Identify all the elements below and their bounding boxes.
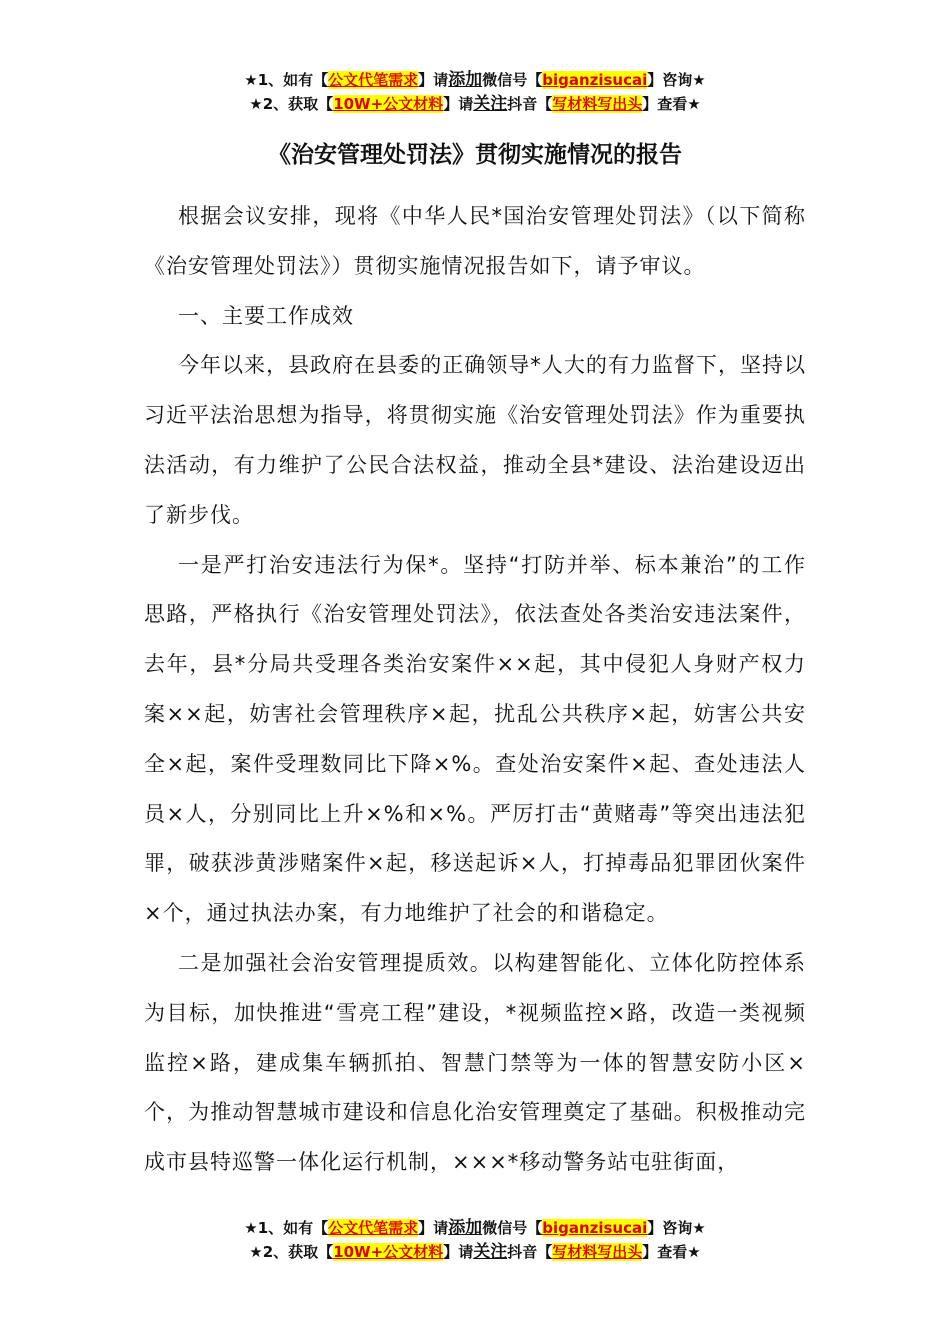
footer-banner [0,1216,950,1264]
highlight: biganzisucai [542,71,648,89]
highlight: 10W+公文材料 [333,95,444,113]
highlight: 公文代笔需求 [328,71,419,89]
highlight: biganzisucai [542,1218,648,1237]
section-heading: 一、主要工作成效 [178,303,354,328]
paragraph: 今年以来，县政府在县委的正确领导*人大的有力监督下，坚持以习近平法治思想为指导，将贯彻实施《治安管理处罚法》作为重要执法活动，有力维护了公民合法权益，推动全县*建设、法治建设迈出了新步伐。 [144,353,806,527]
paragraph: 根据会议安排，现将《中华人民*国治安管理处罚法》（以下简称《治安管理处罚法》）贯彻实施情况报告如下，请予审议。 [144,204,806,278]
banner-line-1: ★1、如有【公文代笔需求】请添加微信号【biganzisucai】咨询★ [244,70,706,90]
paragraph: 二是加强社会治安管理提质效。以构建智能化、立体化防控体系为目标，加快推进“雪亮工程”建设，*视频监控×路，改造一类视频监控×路，建成集车辆抓拍、智慧门禁等为一体的智慧安防小区×个，为推动智慧城市建设和信息化治安管理奠定了基础。积极推动完成市县特巡警一体化运行机制，×××*移动警务站屯驻街面， [144,950,806,1175]
header-banner [0,68,950,116]
paragraph: 一是严打治安违法行为保*。坚持“打防并举、标本兼治”的工作思路，严格执行《治安管理处罚法》，依法查处各类治安违法案件，去年，县*分局共受理各类治安案件××起，其中侵犯人身财产权力案××起，妨害社会管理秩序×起，扰乱公共秩序×起，妨害公共安全×起，案件受理数同比下降×%。查处治安案件×起、查处违法人员×人，分别同比上升×%和×%。严厉打击“黄赌毒”等突出违法犯罪，破获涉黄涉赌案件×起，移送起诉×人，打掉毒品犯罪团伙案件×个，通过执法办案，有力地维护了社会的和谐稳定。 [144,552,806,926]
banner-line-2: ★2、获取【10W+公文材料】请关注抖音【写材料写出头】查看★ [249,1241,701,1262]
document-body [144,192,806,1188]
banner-line-1: ★1、如有【公文代笔需求】请添加微信号【biganzisucai】咨询★ [244,1217,706,1238]
highlight: 公文代笔需求 [328,1218,419,1237]
document-title: 《治安管理处罚法》贯彻实施情况的报告 [268,142,682,168]
highlight: 写材料写出头 [552,95,643,113]
banner-line-2: ★2、获取【10W+公文材料】请关注抖音【写材料写出头】查看★ [249,94,701,114]
highlight: 写材料写出头 [552,1242,643,1261]
highlight: 10W+公文材料 [333,1242,444,1261]
